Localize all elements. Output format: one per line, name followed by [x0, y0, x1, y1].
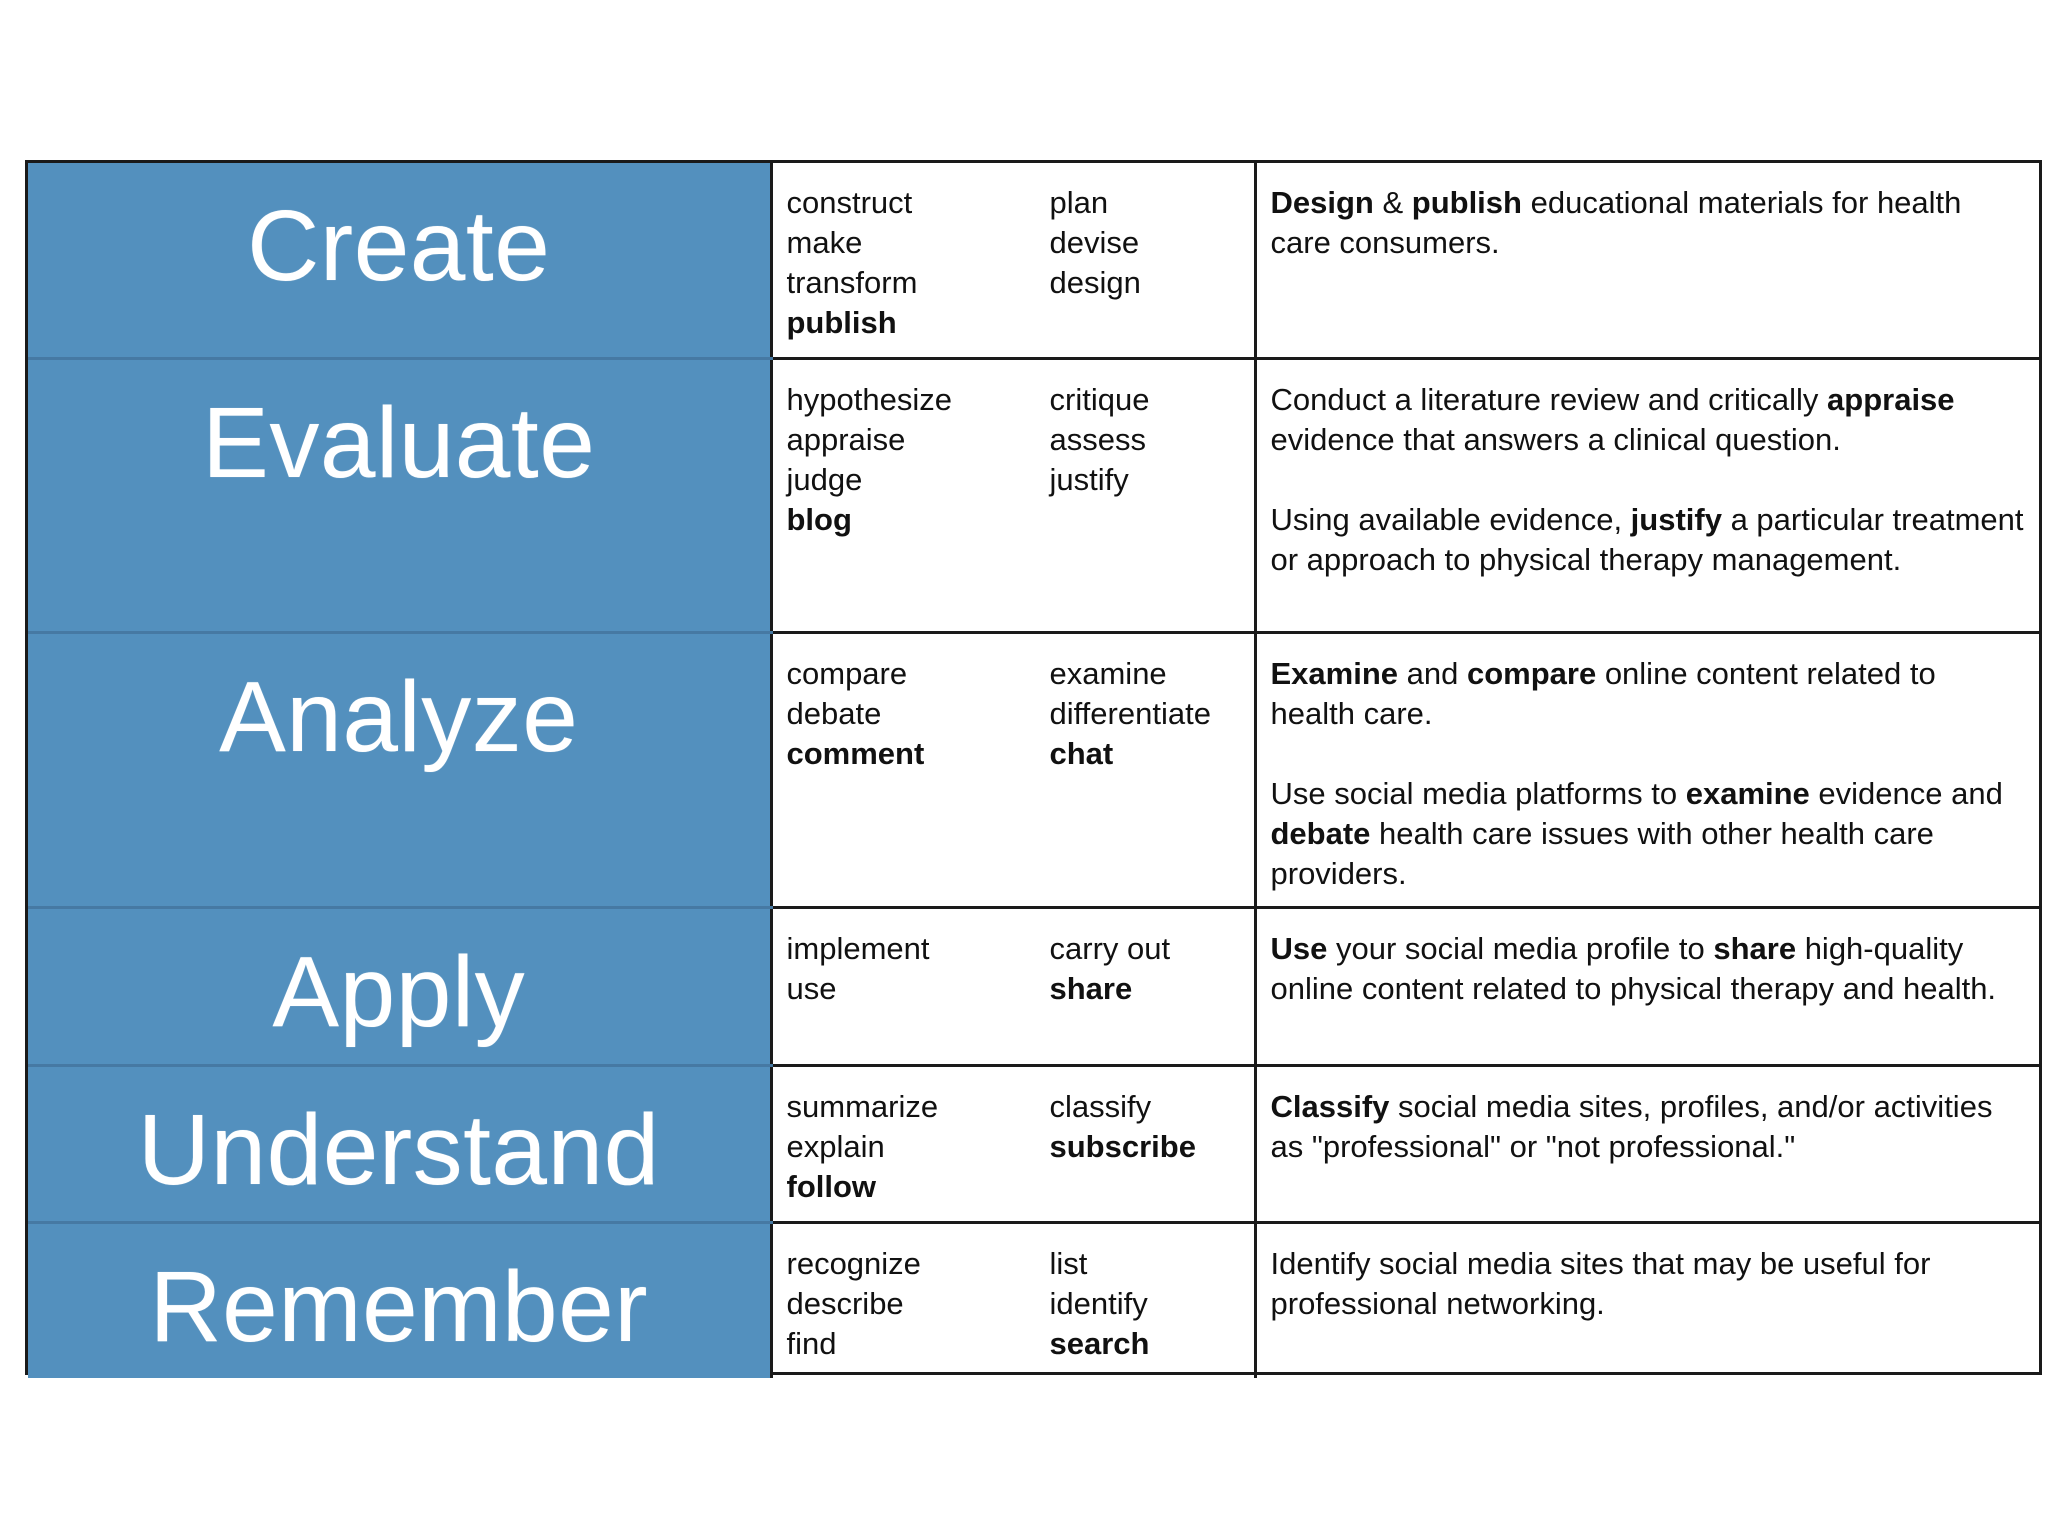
verb-item: assess [1049, 421, 1146, 457]
table-row [28, 632, 2039, 907]
verb-column-right [1050, 654, 1211, 774]
objectives-cell [1255, 632, 2039, 907]
verb-columns [787, 654, 1240, 774]
verb-column-left [787, 929, 1050, 1009]
objective-text: evidence and [1809, 775, 2003, 811]
verb-item: comment [786, 735, 925, 771]
level-cell [28, 1065, 771, 1222]
verb-item: devise [1049, 225, 1140, 260]
verb-item: hypothesize [786, 381, 952, 417]
objective-paragraph [1271, 1087, 2026, 1167]
verb-item: differentiate [1049, 695, 1211, 731]
verbs-cell [771, 632, 1255, 907]
objective-text: Identify social media sites that may be useful for professional networking. [1270, 1245, 1931, 1321]
level-cell [28, 163, 771, 358]
objective-keyword: publish [1411, 185, 1522, 220]
level-cell [28, 632, 771, 907]
objective-keyword: Design [1270, 185, 1374, 220]
verb-item: classify [1049, 1088, 1152, 1124]
objective-keyword: compare [1466, 655, 1597, 691]
objective-keyword: Use [1270, 930, 1328, 966]
table-row [28, 358, 2039, 632]
verb-item: judge [786, 461, 863, 497]
level-cell [28, 907, 771, 1065]
objective-text: evidence that answers a clinical question. [1270, 421, 1841, 457]
objective-keyword: justify [1630, 501, 1722, 537]
verb-item: follow [786, 1168, 877, 1204]
verb-item: examine [1049, 655, 1167, 691]
verb-column-left [787, 1244, 1050, 1364]
verb-item: critique [1049, 381, 1150, 417]
objective-keyword: Classify [1270, 1088, 1390, 1124]
objective-paragraph [1271, 654, 2026, 734]
objective-keyword: share [1713, 930, 1797, 966]
verbs-cell [771, 1222, 1255, 1378]
verb-item: compare [786, 655, 908, 691]
objective-text: and [1398, 655, 1467, 691]
objective-keyword: examine [1685, 775, 1810, 811]
objectives-cell [1255, 1065, 2039, 1222]
verb-item: subscribe [1049, 1128, 1196, 1164]
verb-item: list [1049, 1245, 1088, 1281]
taxonomy-grid [28, 163, 2039, 1378]
objective-text: health care issues with other health care providers. [1270, 815, 1934, 891]
objectives-cell [1255, 163, 2039, 358]
verb-column-right [1050, 380, 1150, 540]
verb-column-right [1050, 183, 1141, 343]
objectives-cell [1255, 358, 2039, 632]
verb-item: explain [786, 1128, 885, 1164]
verb-item: find [786, 1325, 837, 1361]
objective-keyword: Examine [1270, 655, 1399, 691]
objective-paragraph [1271, 500, 2026, 580]
verb-item: share [1049, 970, 1133, 1006]
verb-item: implement [786, 930, 930, 966]
verb-column-left [787, 183, 1050, 343]
objective-text: educational materials for health care consumers. [1270, 185, 1962, 260]
objective-text: Conduct a literature review and critically [1270, 381, 1828, 417]
verb-item: use [786, 970, 837, 1006]
level-name: Remember [149, 1250, 649, 1363]
verbs-cell [771, 907, 1255, 1065]
level-name: Evaluate [202, 386, 596, 499]
objective-text: Using available evidence, [1270, 501, 1631, 537]
verb-item: transform [786, 265, 918, 300]
objective-text: high-quality online content related to physical therapy and health. [1270, 930, 1997, 1006]
level-name: Apply [272, 935, 526, 1048]
verb-item: plan [1049, 185, 1109, 220]
table-row [28, 1065, 2039, 1222]
objective-text: social media sites, profiles, and/or activities as "professional" or "not professional." [1270, 1088, 1993, 1164]
table-body [28, 163, 2039, 1378]
verb-item: publish [786, 305, 897, 340]
verb-item: appraise [786, 421, 906, 457]
objective-text: your social media profile to [1327, 930, 1714, 966]
verb-column-left [787, 380, 1050, 540]
objectives-cell [1255, 907, 2039, 1065]
verb-item: recognize [786, 1245, 921, 1281]
verb-column-left [787, 654, 1050, 774]
verb-column-right [1050, 1244, 1150, 1364]
verb-column-right [1050, 1087, 1196, 1207]
objective-text: a particular treatment or approach to physical therapy management. [1270, 501, 2024, 577]
level-cell [28, 1222, 771, 1378]
table-row [28, 163, 2039, 358]
objective-text: online content related to health care. [1270, 655, 1936, 731]
verb-item: debate [786, 695, 882, 731]
objective-text: & [1373, 185, 1412, 220]
level-cell [28, 358, 771, 632]
objective-paragraph [1271, 929, 2026, 1009]
verb-columns [787, 1244, 1240, 1364]
verbs-cell [771, 163, 1255, 358]
verb-item: identify [1049, 1285, 1148, 1321]
verbs-cell [771, 1065, 1255, 1222]
verb-item: summarize [786, 1088, 939, 1124]
verb-columns [787, 1087, 1240, 1207]
level-name: Create [247, 190, 551, 302]
verb-item: carry out [1049, 930, 1171, 966]
objective-paragraph [1271, 183, 2026, 263]
verb-item: make [786, 225, 863, 260]
verb-columns [787, 929, 1240, 1009]
verb-columns [787, 380, 1240, 540]
verb-columns [787, 183, 1240, 343]
objective-paragraph [1271, 774, 2026, 894]
verb-column-left [787, 1087, 1050, 1207]
verbs-cell [771, 358, 1255, 632]
table-row [28, 1222, 2039, 1378]
blooms-taxonomy-table [25, 160, 2042, 1375]
level-name: Analyze [219, 660, 579, 773]
table-row [28, 907, 2039, 1065]
verb-item: chat [1049, 735, 1114, 771]
level-name: Understand [137, 1093, 660, 1206]
objective-paragraph [1271, 380, 2026, 460]
verb-item: blog [786, 501, 852, 537]
objective-text: Use social media platforms to [1270, 775, 1686, 811]
verb-column-right [1050, 929, 1171, 1009]
verb-item: construct [786, 185, 913, 220]
verb-item: justify [1049, 461, 1129, 497]
objective-keyword: debate [1270, 815, 1371, 851]
objectives-cell [1255, 1222, 2039, 1378]
verb-item: search [1049, 1325, 1150, 1361]
verb-item: design [1049, 265, 1141, 300]
objective-keyword: appraise [1827, 381, 1955, 417]
objective-paragraph [1271, 1244, 2026, 1324]
verb-item: describe [786, 1285, 904, 1321]
